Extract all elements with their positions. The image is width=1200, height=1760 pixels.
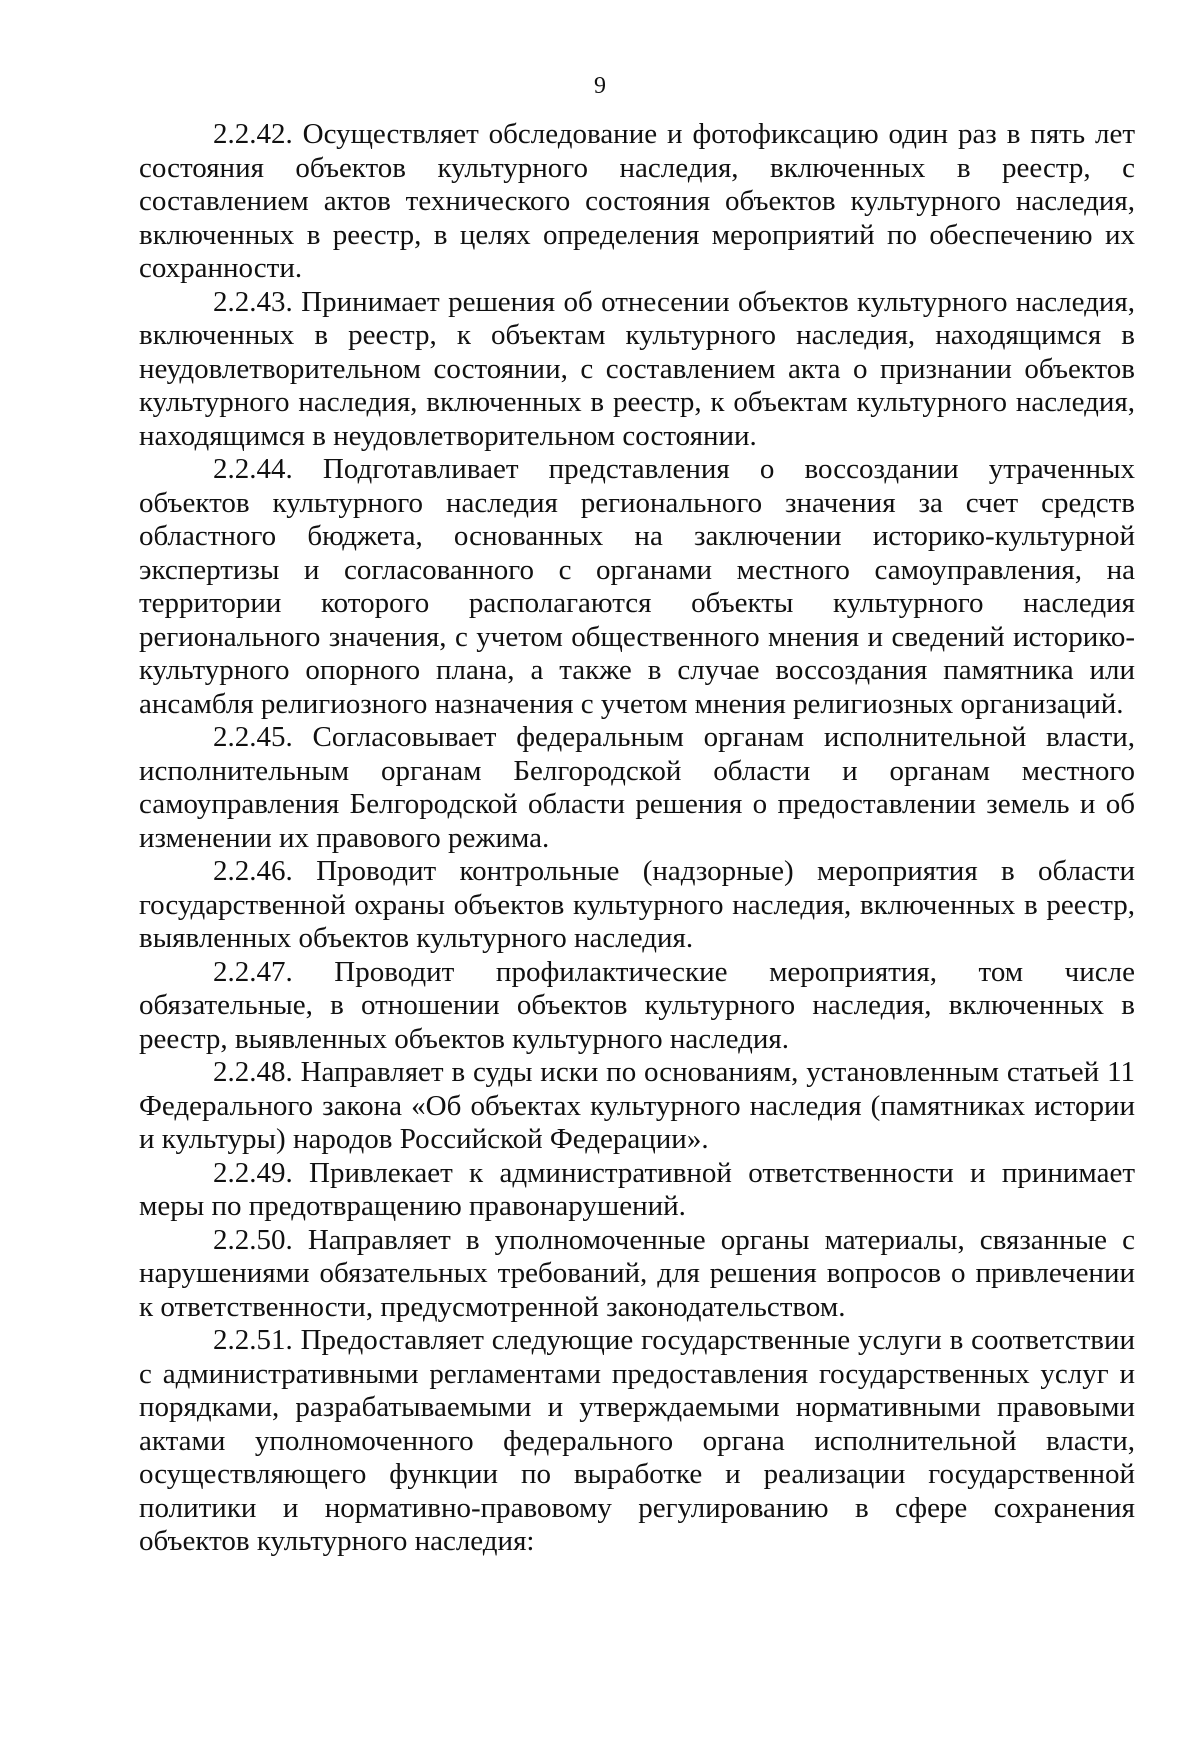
- paragraph-2-2-45: 2.2.45. Согласовывает федеральным органам исполнительной власти, исполнительным органам Белгородской области и органам местного самоуправления Белгородской области решения о предоставлении земель и об изменении их правового режима.: [139, 721, 1135, 854]
- paragraph-2-2-50: 2.2.50. Направляет в уполномоченные органы материалы, связанные с нарушениями обязательных требований, для решения вопросов о привлечении к ответственности, предусмотренной законодательством.: [139, 1223, 1135, 1323]
- document-body: [139, 118, 1135, 1559]
- paragraph-2-2-42: 2.2.42. Осуществляет обследование и фотофиксацию один раз в пять лет состояния объектов культурного наследия, включенных в реестр, с составлением актов технического состояния объектов культурного наследия, включенных в реестр, в целях определения мероприятий по обеспечению их сохранности.: [139, 118, 1135, 284]
- paragraph-2-2-43: 2.2.43. Принимает решения об отнесении объектов культурного наследия, включенных в реестр, к объектам культурного наследия, находящимся в неудовлетворительном состоянии, с составлением акта о признании объектов культурного наследия, включенных в реестр, к объектам культурного наследия, находящимся в неудовлетворительном состоянии.: [139, 285, 1135, 452]
- paragraph-2-2-47: 2.2.47. Проводит профилактические мероприятия, том числе обязательные, в отношении объектов культурного наследия, включенных в реестр, выявленных объектов культурного наследия.: [139, 955, 1135, 1055]
- paragraph-2-2-48: 2.2.48. Направляет в суды иски по основаниям, установленным статьей 11 Федерального закона «Об объектах культурного наследия (памятниках истории и культуры) народов Российской Федерации».: [139, 1056, 1135, 1155]
- paragraph-2-2-49: 2.2.49. Привлекает к административной ответственности и принимает меры по предотвращению правонарушений.: [139, 1156, 1135, 1222]
- paragraph-2-2-46: 2.2.46. Проводит контрольные (надзорные) мероприятия в области государственной охраны объектов культурного наследия, включенных в реестр, выявленных объектов культурного наследия.: [139, 855, 1135, 954]
- page-number: 9: [594, 73, 606, 99]
- paragraph-2-2-51: 2.2.51. Предоставляет следующие государственные услуги в соответствии с административными регламентами предоставления государственных услуг и порядками, разрабатываемыми и утверждаемыми нормативными правовыми актами уполномоченного федерального органа исполнительной власти, осуществляющего функции по выработке и реализации государственной политики и нормативно-правовому регулированию в сфере сохранения объектов культурного наследия:: [139, 1324, 1135, 1557]
- paragraph-2-2-44: 2.2.44. Подготавливает представления о воссоздании утраченных объектов культурного наследия регионального значения за счет средств областного бюджета, основанных на заключении историко-культурной экспертизы и согласованного с органами местного самоуправления, на территории которого располагаются объекты культурного наследия регионального значения, с учетом общественного мнения и сведений историко-культурного опорного плана, а также в случае воссоздания памятника или ансамбля религиозного назначения с учетом мнения религиозных организаций.: [139, 453, 1135, 720]
